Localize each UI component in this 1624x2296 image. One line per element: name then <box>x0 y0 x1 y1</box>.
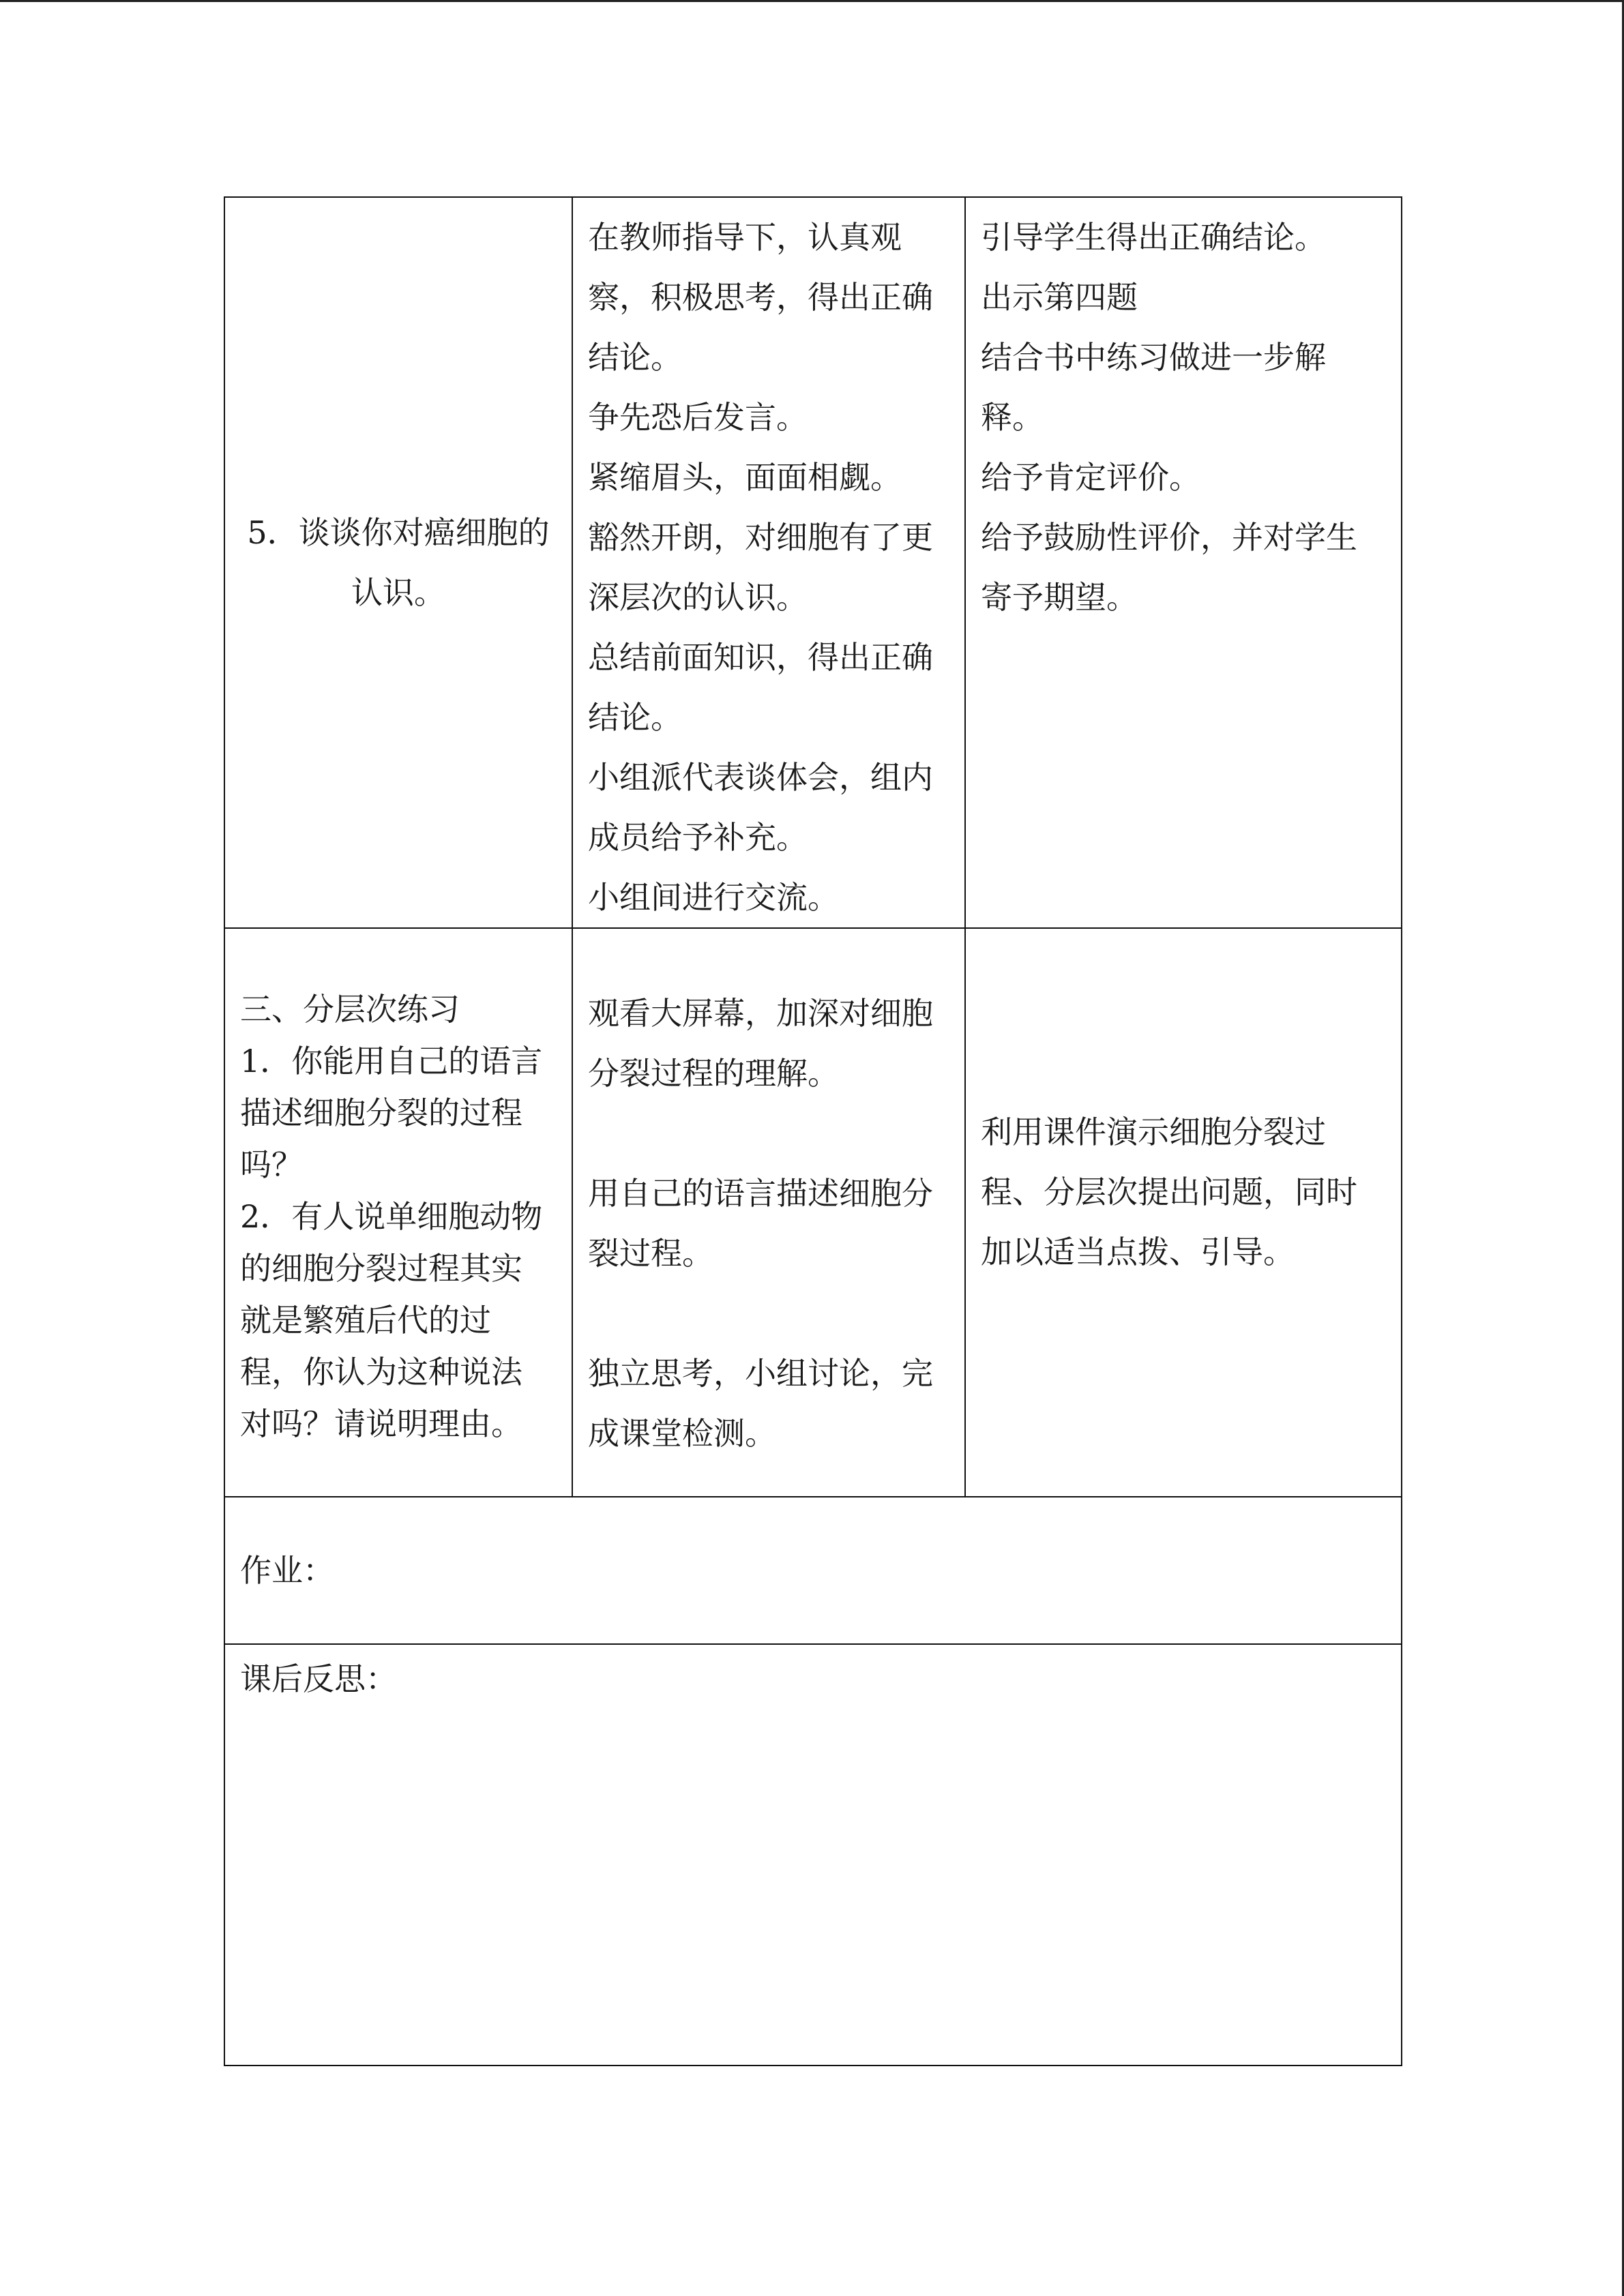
student-activity-cell <box>572 197 965 928</box>
practice-teacher-line: 加以适当点拨、引导。 <box>981 1234 1295 1270</box>
table-row <box>224 197 1402 928</box>
practice-student-line: 成课堂检测。 <box>588 1415 776 1452</box>
reflection-label: 课后反思： <box>240 1660 397 1697</box>
teacher-activity-line: 释。 <box>981 399 1044 436</box>
practice-topic-line: 就是繁殖后代的过 <box>240 1302 491 1339</box>
practice-student-cell <box>572 928 965 1497</box>
spacer <box>588 1103 949 1163</box>
practice-student-line: 观看大屏幕，加深对细胞 <box>588 995 933 1032</box>
page-top-border <box>0 0 1624 2</box>
teacher-activity-line: 给予鼓励性评价，并对学生 <box>981 519 1357 556</box>
student-activity-line: 小组间进行交流。 <box>588 879 839 916</box>
practice-student-line: 分裂过程的理解。 <box>588 1055 839 1092</box>
teacher-activity-line: 给予肯定评价。 <box>981 459 1200 496</box>
teacher-activity-cell <box>965 197 1402 928</box>
practice-topic-line: 对吗？请说明理由。 <box>240 1405 522 1442</box>
spacer <box>588 1283 949 1343</box>
practice-teacher-cell <box>965 928 1402 1497</box>
practice-topic-line: 1．你能用自己的语言 <box>240 1043 543 1079</box>
practice-topic-line: 吗？ <box>240 1146 303 1183</box>
practice-topic-line: 程，你认为这种说法 <box>240 1354 522 1390</box>
practice-topic-line: 三、分层次练习 <box>240 991 460 1028</box>
teacher-activity-line: 寄予期望。 <box>981 579 1138 616</box>
table-row <box>224 1644 1402 2066</box>
practice-topic-cell <box>224 928 572 1497</box>
practice-topic-line: 的细胞分裂过程其实 <box>240 1250 522 1287</box>
teacher-activity-line: 结合书中练习做进一步解 <box>981 339 1326 376</box>
student-activity-line: 总结前面知识，得出正确 <box>588 639 933 676</box>
practice-topic-line: 描述细胞分裂的过程 <box>240 1094 522 1131</box>
student-activity-line: 结论。 <box>588 339 682 376</box>
practice-student-line: 用自己的语言描述细胞分 <box>588 1175 933 1212</box>
student-activity-line: 结论。 <box>588 699 682 736</box>
homework-cell <box>224 1497 1402 1644</box>
topic-cell <box>224 197 572 928</box>
student-activity-line: 深层次的认识。 <box>588 579 808 616</box>
student-activity-line: 成员给予补充。 <box>588 819 808 856</box>
student-activity-line: 察，积极思考，得出正确 <box>588 279 933 316</box>
practice-teacher-line: 程、分层次提出问题，同时 <box>981 1174 1357 1210</box>
reflection-cell <box>224 1644 1402 2066</box>
practice-student-line: 裂过程。 <box>588 1235 713 1272</box>
student-activity-line: 紧缩眉头，面面相觑。 <box>588 459 902 496</box>
student-activity-line: 争先恐后发言。 <box>588 399 808 436</box>
topic-line: 认识。 <box>351 574 445 611</box>
student-activity-line: 小组派代表谈体会，组内 <box>588 759 933 796</box>
student-activity-line: 在教师指导下，认真观 <box>588 219 902 256</box>
practice-topic-line: 2．有人说单细胞动物 <box>240 1198 543 1235</box>
table-row <box>224 1497 1402 1644</box>
lesson-plan-table <box>224 196 1402 2066</box>
student-activity-line: 豁然开朗，对细胞有了更 <box>588 519 933 556</box>
table-row <box>224 928 1402 1497</box>
practice-teacher-line: 利用课件演示细胞分裂过 <box>981 1114 1326 1150</box>
teacher-activity-line: 出示第四题 <box>981 279 1138 316</box>
homework-label: 作业： <box>240 1552 334 1589</box>
topic-line: 5．谈谈你对癌细胞的 <box>247 514 550 551</box>
teacher-activity-line: 引导学生得出正确结论。 <box>981 219 1326 256</box>
practice-student-line: 独立思考，小组讨论，完 <box>588 1355 933 1392</box>
